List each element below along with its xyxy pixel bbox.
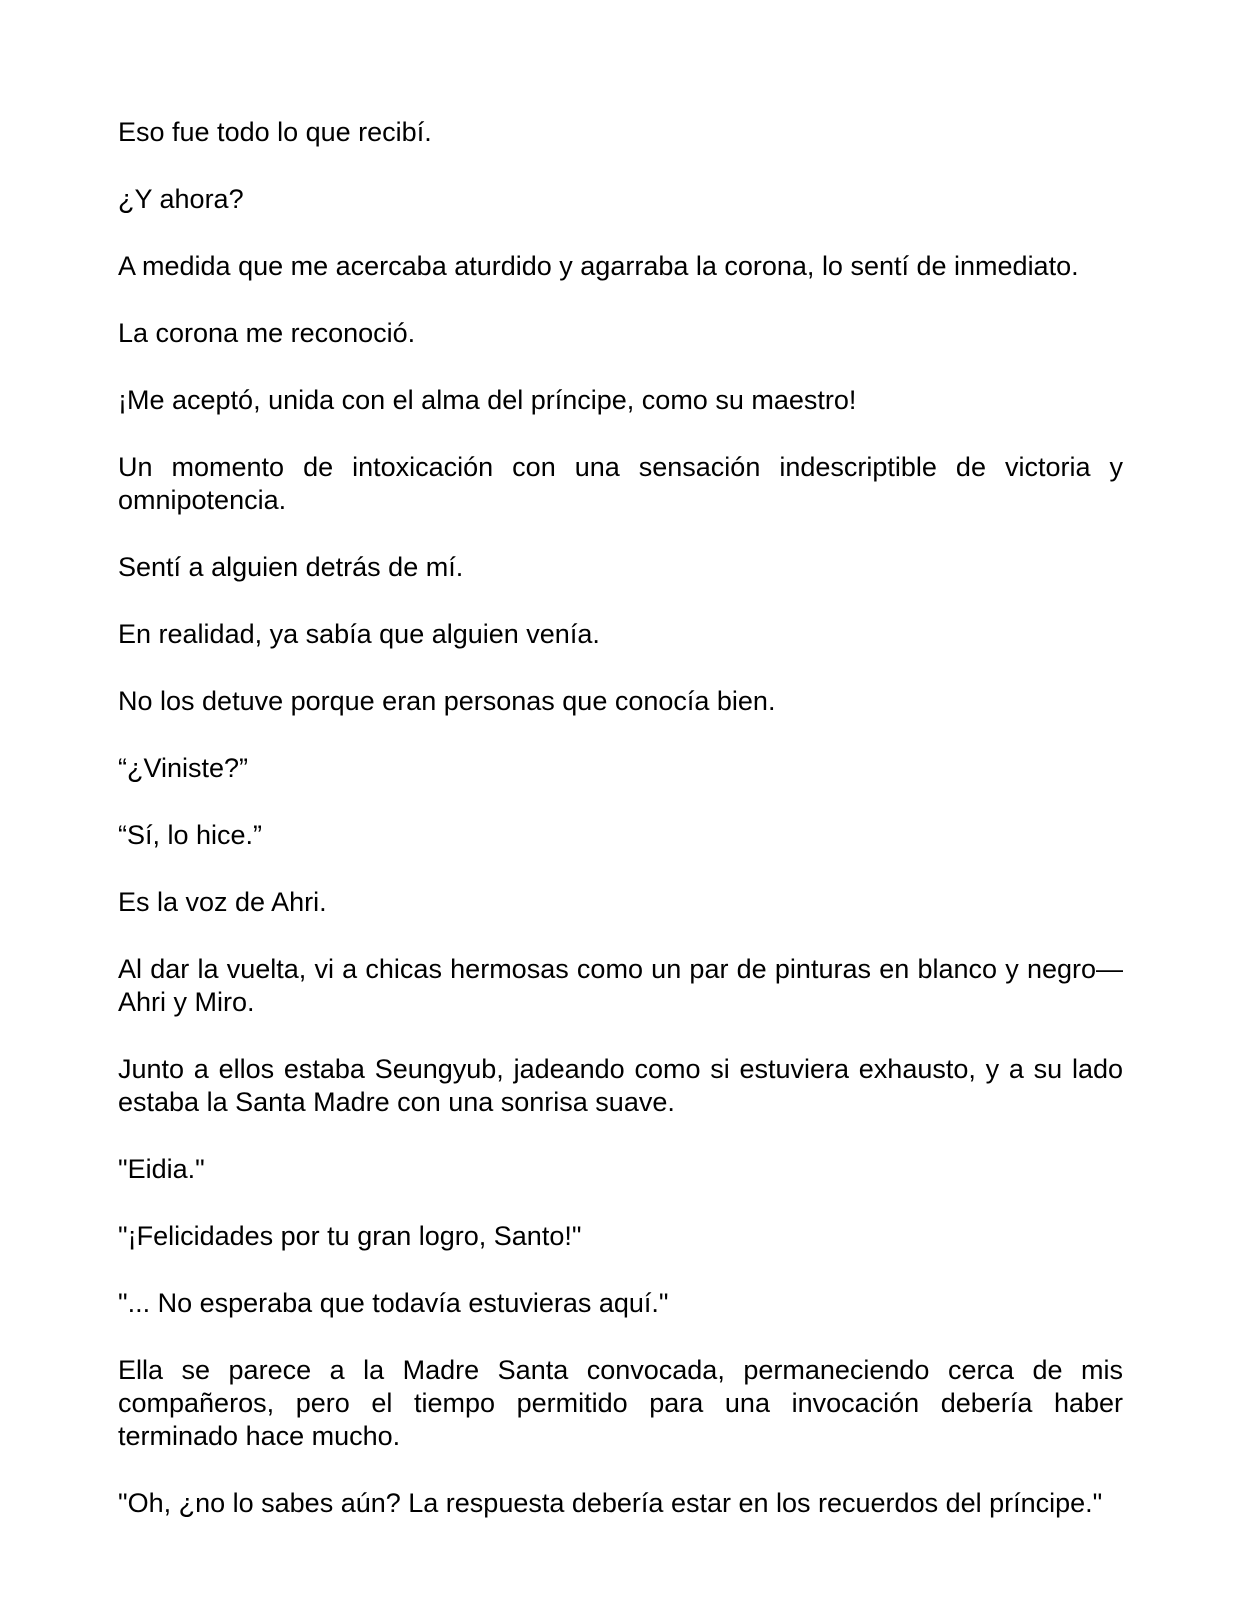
paragraph: Junto a ellos estaba Seungyub, jadeando como si estuviera exhausto, y a su lado estaba la Santa Madre con una sonrisa suave.	[118, 1054, 1123, 1117]
paragraph: “Sí, lo hice.”	[118, 820, 263, 850]
paragraph: Sentí a alguien detrás de mí.	[118, 552, 464, 582]
paragraph: “¿Viniste?”	[118, 753, 249, 783]
paragraph: ¡Me aceptó, unida con el alma del príncipe, como su maestro!	[118, 385, 857, 415]
paragraph: Un momento de intoxicación con una sensación indescriptible de victoria y omnipotencia.	[118, 452, 1123, 515]
paragraph: Al dar la vuelta, vi a chicas hermosas como un par de pinturas en blanco y negro—Ahri y Miro.	[118, 954, 1123, 1017]
paragraph: "Oh, ¿no lo sabes aún? La respuesta debería estar en los recuerdos del príncipe."	[118, 1488, 1103, 1518]
paragraph: ¿Y ahora?	[118, 184, 244, 214]
document-page	[118, 116, 1123, 1554]
paragraph: "¡Felicidades por tu gran logro, Santo!"	[118, 1221, 582, 1251]
paragraph: Eso fue todo lo que recibí.	[118, 117, 432, 147]
paragraph: "... No esperaba que todavía estuvieras aquí."	[118, 1288, 669, 1318]
paragraph: A medida que me acercaba aturdido y agarraba la corona, lo sentí de inmediato.	[118, 251, 1079, 281]
paragraph: No los detuve porque eran personas que conocía bien.	[118, 686, 776, 716]
paragraph: Es la voz de Ahri.	[118, 887, 327, 917]
paragraph: "Eidia."	[118, 1154, 205, 1184]
paragraph: Ella se parece a la Madre Santa convocada, permaneciendo cerca de mis compañeros, pero el tiempo permitido para una invocación debería haber terminado hace mucho.	[118, 1355, 1123, 1451]
paragraph: La corona me reconoció.	[118, 318, 416, 348]
paragraph: En realidad, ya sabía que alguien venía.	[118, 619, 600, 649]
